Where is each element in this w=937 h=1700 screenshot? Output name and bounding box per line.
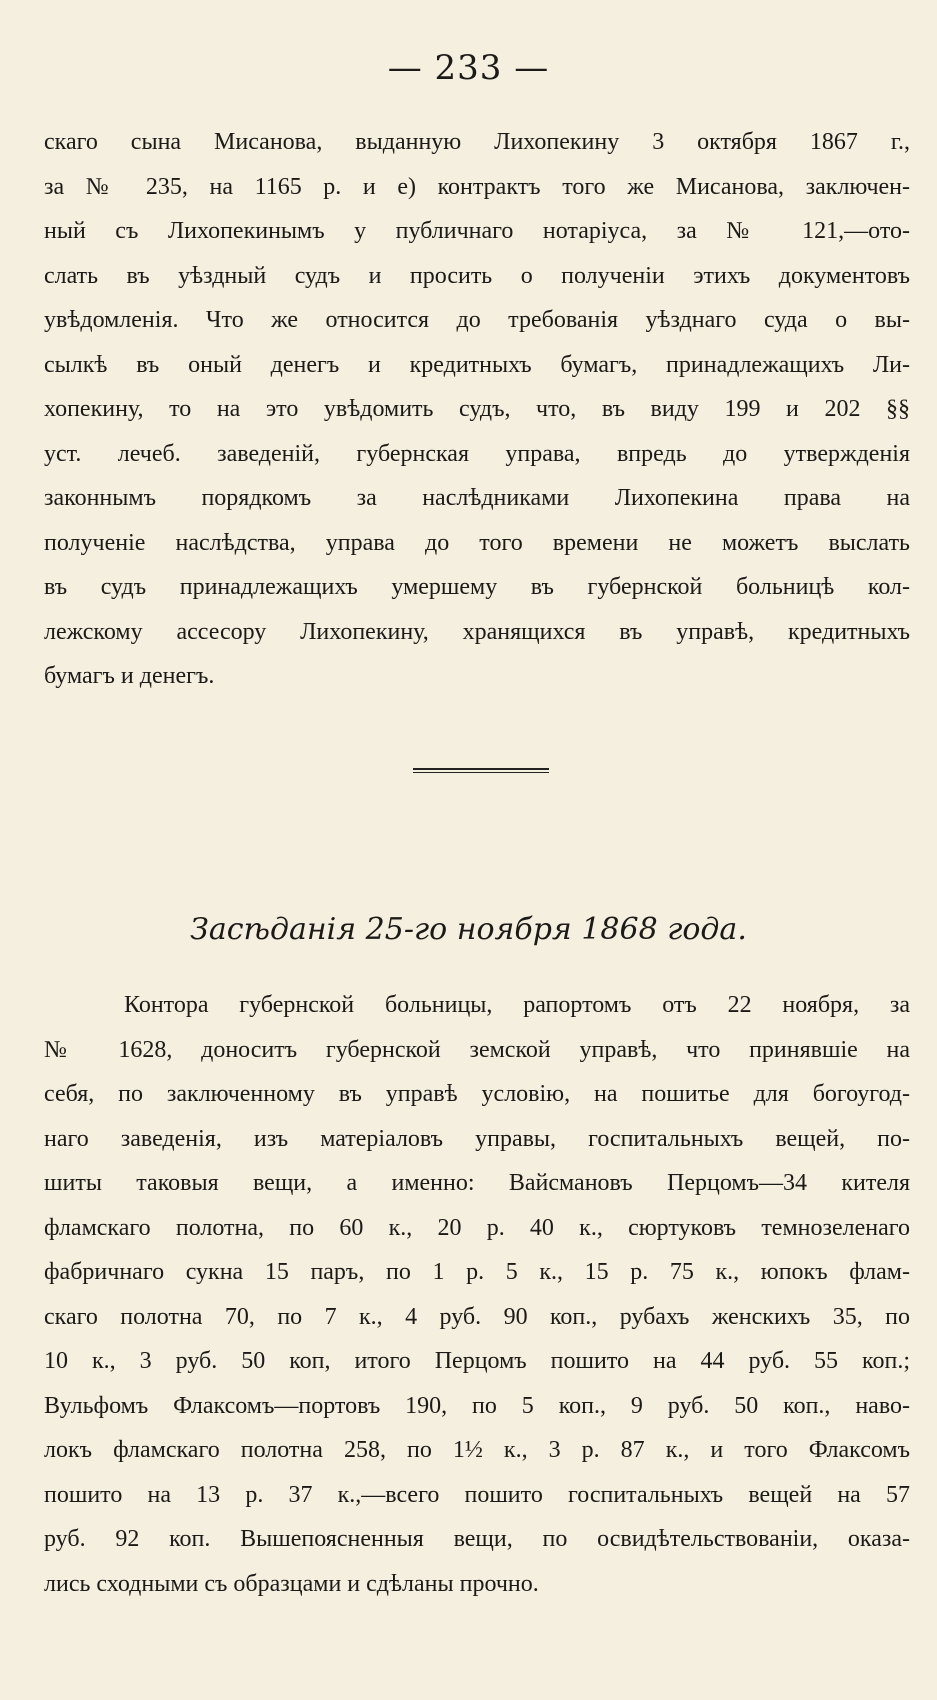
text-line: скаго полотна 70, по 7 к., 4 руб. 90 коп., рубахъ женскихъ 35, по — [44, 1303, 910, 1330]
text-line: полученіе наслѣдства, управа до того времени не можетъ выслать — [44, 529, 910, 556]
text-line: хопекину, то на это увѣдомить судъ, что, въ виду 199 и 202 §§ — [44, 396, 910, 422]
text-line: уст. лечеб. заведеній, губернская управа, впредь до утвержденія — [44, 440, 910, 467]
paragraph-1 — [44, 120, 910, 699]
text-line: Вульфомъ Флаксомъ—портовъ 190, по 5 коп., 9 руб. 50 коп., наво- — [44, 1392, 910, 1419]
text-line: шиты таковыя вещи, а именно: Вайсмановъ Перцомъ—34 кителя — [44, 1170, 910, 1196]
text-line: руб. 92 коп. Вышепоясненныя вещи, по освидѣтельствованіи, оказа- — [44, 1526, 910, 1552]
page-number: — 233 — — [387, 48, 550, 88]
text-line: 10 к., 3 руб. 50 коп, итого Перцомъ пошито на 44 руб. 55 коп.; — [44, 1348, 910, 1374]
text-line: скаго сына Мисанова, выданную Лихопекину 3 октября 1867 г., — [44, 129, 910, 155]
section-heading: Засѣданія 25-го ноября 1868 года. — [190, 912, 747, 947]
text-line: Контора губернской больницы, рапортомъ отъ 22 ноября, за — [124, 992, 910, 1018]
text-line: локъ фламскаго полотна 258, по 1½ к., 3 р. 87 к., и того Флаксомъ — [44, 1437, 910, 1463]
text-line: слать въ уѣздный судъ и просить о полученіи этихъ документовъ — [44, 262, 910, 289]
text-line: пошито на 13 р. 37 к.,—всего пошито госпитальныхъ вещей на 57 — [44, 1481, 910, 1508]
text-line: лись сходными съ образцами и сдѣланы прочно. — [44, 1570, 539, 1597]
text-line: фламскаго полотна, по 60 к., 20 р. 40 к., сюртуковъ темнозеленаго — [44, 1214, 910, 1241]
text-line: бумагъ и денегъ. — [44, 663, 215, 689]
paragraph-2 — [44, 983, 910, 1606]
text-line: лежскому ассесору Лихопекину, хранящихся въ управѣ, кредитныхъ — [44, 618, 910, 645]
text-line: себя, по заключенному въ управѣ условію, на пошитье для богоугод- — [44, 1081, 910, 1107]
text-line: фабричнаго сукна 15 паръ, по 1 р. 5 к., 15 р. 75 к., юпокъ флам- — [44, 1259, 910, 1285]
text-line: законнымъ порядкомъ за наслѣдниками Лихопекина права на — [44, 485, 910, 511]
section-divider — [413, 768, 549, 773]
text-line: увѣдомленія. Что же относится до требованія уѣзднаго суда о вы- — [44, 307, 910, 333]
text-line: наго заведенія, изъ матеріаловъ управы, госпитальныхъ вещей, по- — [44, 1125, 910, 1152]
text-line: № 1628, доноситъ губернской земской управѣ, что принявшіе на — [44, 1036, 910, 1063]
text-line: за № 235, на 1165 р. и е) контрактъ того же Мисанова, заключен- — [44, 173, 910, 200]
text-line: въ судъ принадлежащихъ умершему въ губернской больницѣ кол- — [44, 574, 910, 600]
text-line: сылкѣ въ оный денегъ и кредитныхъ бумагъ, принадлежащихъ Ли- — [44, 351, 910, 378]
text-line: ный съ Лихопекинымъ у публичнаго нотаріуса, за № 121,—ото- — [44, 218, 910, 244]
